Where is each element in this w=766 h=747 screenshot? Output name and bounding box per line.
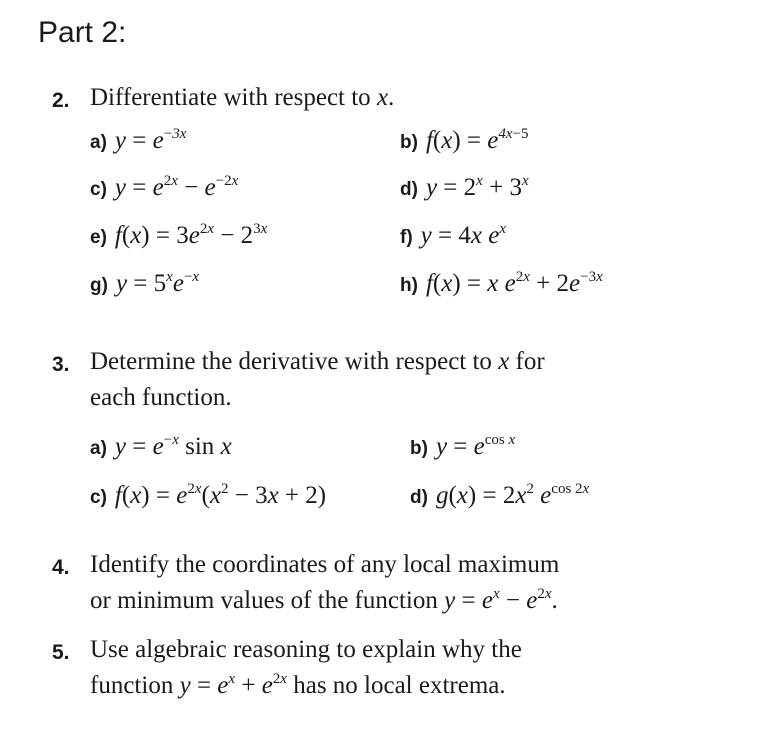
math-expression: $y = e^{2x} - e^{-2x}$	[114, 173, 239, 201]
question-3-text: Determine the derivative with respect to x for each function.	[90, 348, 545, 411]
question-2-item-h: h) f(x) = x $e^{2x} + 2e^{-3x}$	[400, 269, 603, 297]
question-2-item-g: g) $y = 5^xe^{-x}$	[90, 269, 200, 297]
math-expression: $y = e^{-3x}$	[114, 126, 187, 154]
math-expression: $y = e^x + e^{2x}$	[179, 671, 287, 699]
math-expression: y = 2$^x$ + 3$^x$	[425, 173, 529, 201]
question-3-item-c: c) $f(x) = e^{2x}(x^2 - 3x + 2)$	[90, 481, 327, 509]
page-title: Part 2:	[38, 16, 127, 49]
question-5-number: 5.	[52, 641, 70, 664]
question-2-item-c: c) $y = e^{2x} - e^{-2x}$	[90, 173, 239, 201]
question-3-number: 3.	[52, 353, 70, 376]
question-4-number: 4.	[52, 556, 70, 579]
math-expression: $f(x) = e^{2x}(x^2 - 3x + 2)$	[114, 481, 327, 509]
question-2-item-f: f) y = 4x $e^x$	[400, 221, 506, 249]
question-2-item-d: d) y = 2$^x$ + 3$^x$	[400, 173, 529, 201]
math-expression: y = 4x $e^x$	[420, 221, 506, 249]
question-2-item-e: e) $f(x) = 3e^{2x} - 2^{3x}$	[90, 221, 268, 249]
math-expression: $f(x) = 3e^{2x} - 2^{3x}$	[114, 221, 268, 249]
question-3-item-a: a) $y = e^{-x}$ sin x	[90, 432, 232, 460]
math-expression: $g(x) = 2x^2$ $e^{cos 2x}$	[435, 481, 590, 509]
question-3-item-d: d) $g(x) = 2x^2$ $e^{cos 2x}$	[410, 481, 590, 509]
question-3-item-b: b) $y = e^{cos x}$	[410, 432, 516, 460]
question-2-item-a: a) $y = e^{-3x}$	[90, 126, 187, 154]
question-2-text: Differentiate with respect to x.	[90, 84, 395, 111]
math-expression: $y = e^{-x}$ sin x	[114, 432, 232, 460]
math-expression: $y = e^x - e^{2x}$	[444, 586, 552, 614]
question-2-number: 2.	[52, 89, 70, 112]
math-expression: $f(x) = e^{4x-5}$	[425, 126, 529, 154]
math-expression: f(x) = x $e^{2x} + 2e^{-3x}$	[425, 269, 603, 297]
question-2-item-b: b) $f(x) = e^{4x-5}$	[400, 126, 529, 154]
question-4-text: Identify the coordinates of any local maximum or minimum values of the function $y = e^x - e^{2x}$.	[90, 551, 560, 614]
math-expression: $y = e^{cos x}$	[435, 432, 516, 460]
math-expression: $y = 5^xe^{-x}$	[115, 269, 200, 297]
question-5-text: Use algebraic reasoning to explain why the function $y = e^x + e^{2x}$ has no local extrema.	[90, 636, 522, 699]
